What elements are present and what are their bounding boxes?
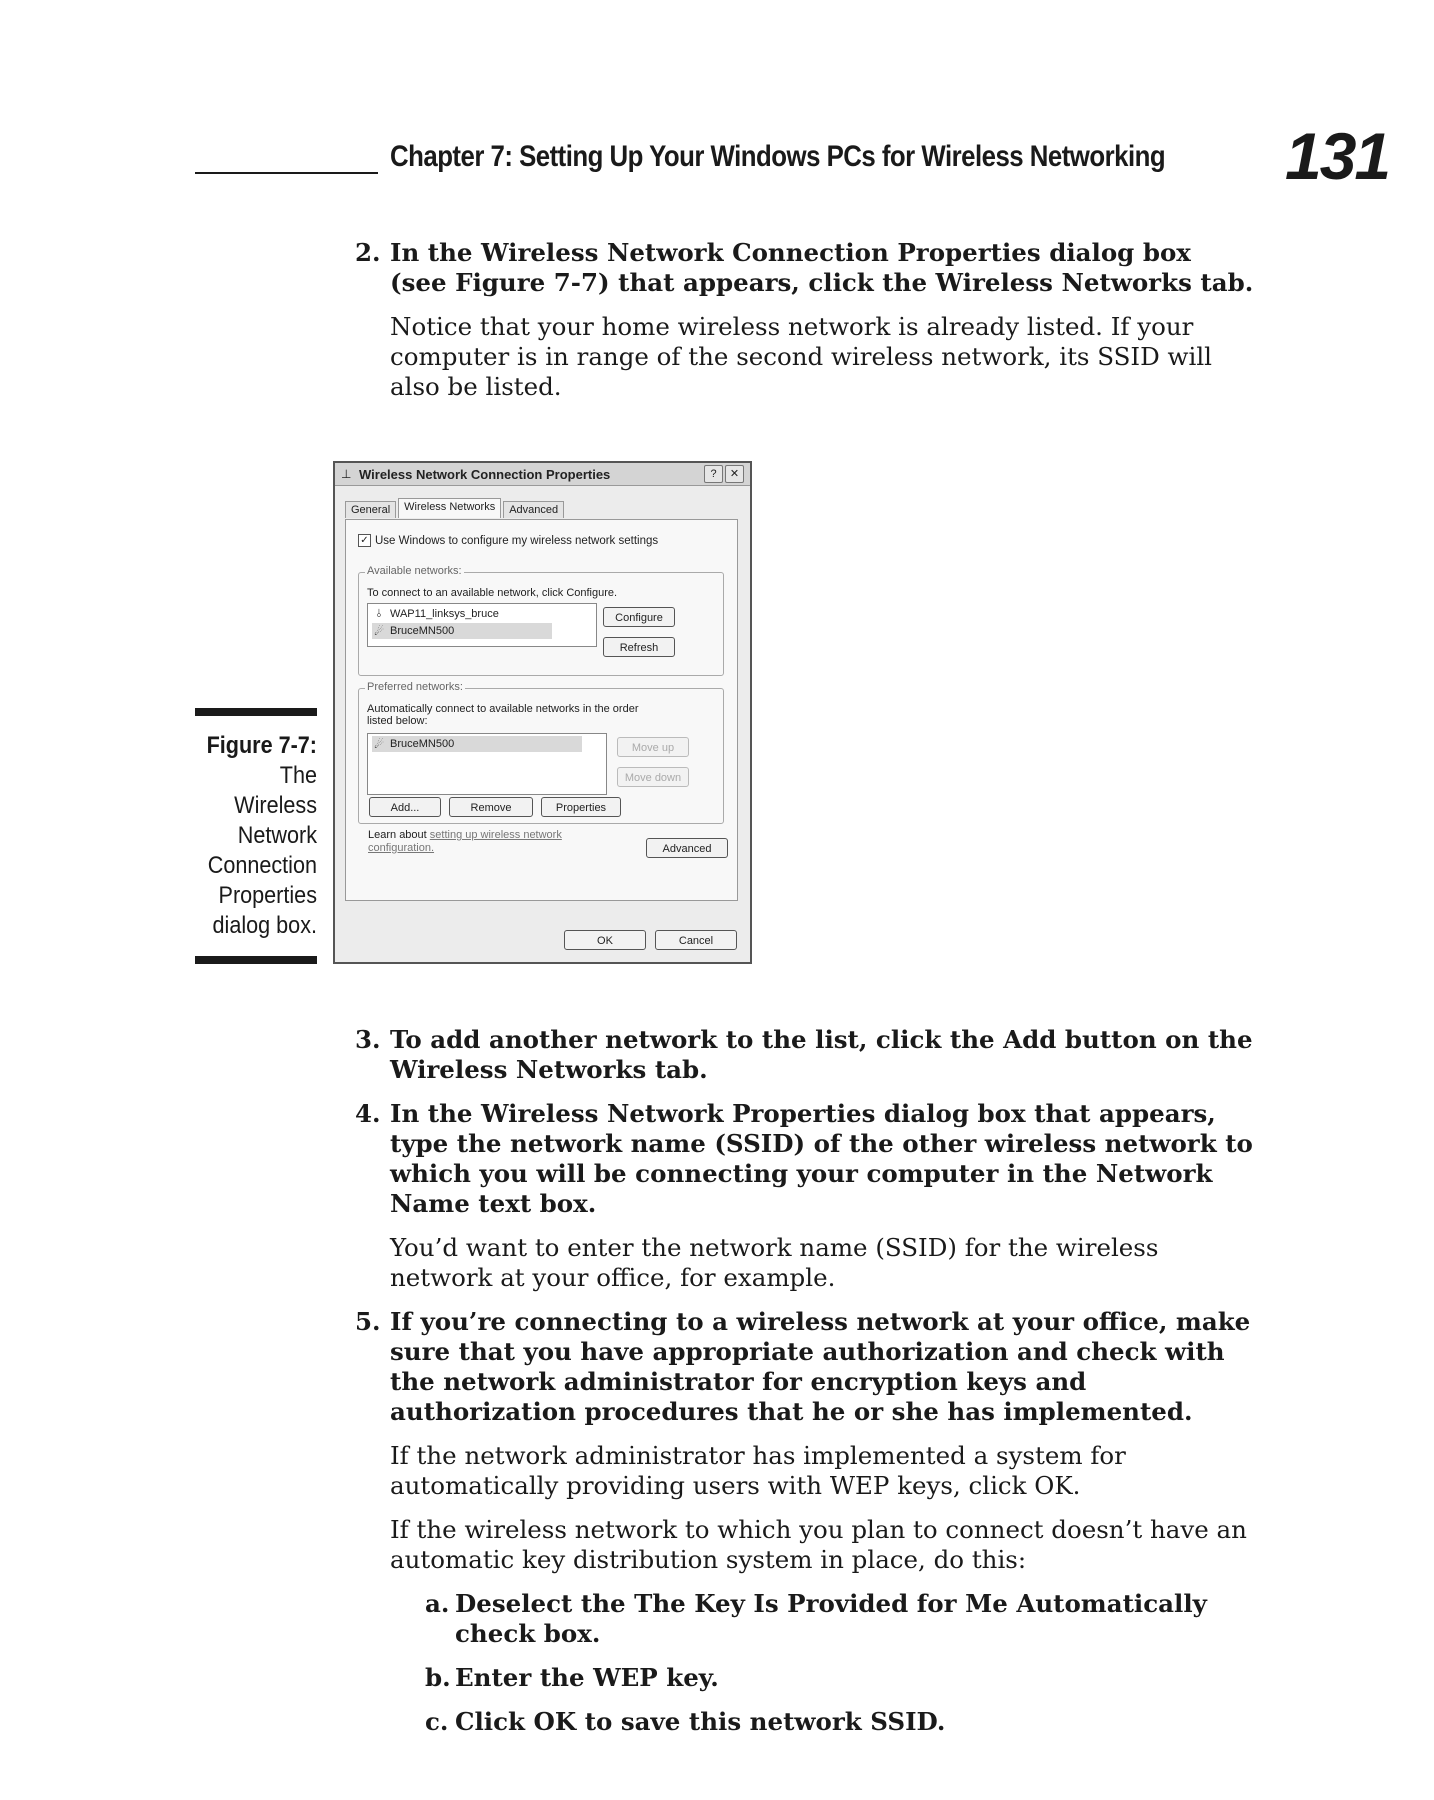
move-down-button[interactable]: Move down [617, 767, 689, 787]
step-note: If the network administrator has implemented a system for automatically providing users with WEP keys, click OK. [390, 1441, 1126, 1500]
caption-bottom-bar [195, 956, 317, 964]
steps-3-5-block [355, 1025, 1255, 1737]
substep-text: Enter the WEP key. [455, 1663, 719, 1692]
page-number: 131 [1285, 119, 1390, 193]
use-windows-label: Use Windows to configure my wireless network settings [375, 534, 659, 547]
available-networks-list[interactable] [367, 603, 597, 647]
step-2-block [355, 238, 1255, 402]
substep-letter: c. [425, 1707, 449, 1736]
move-up-button[interactable]: Move up [617, 737, 689, 757]
step-4 [355, 1099, 1255, 1219]
tab-general[interactable]: General [345, 501, 396, 518]
dialog-tabs [345, 498, 566, 518]
step-instruction: If you’re connecting to a wireless network at your office, make sure that you have appropriate authorization and check with the network administrator for encryption keys and authorization procedures that he or she has implemented. [390, 1307, 1251, 1426]
step-number: 5. [355, 1307, 381, 1336]
tab-advanced[interactable]: Advanced [503, 501, 564, 518]
dialog-titlebar [335, 463, 750, 486]
properties-button[interactable]: Properties [541, 797, 621, 817]
preferred-networks-group [358, 681, 724, 824]
step-number: 4. [355, 1099, 381, 1128]
preferred-networks-list[interactable] [367, 733, 607, 795]
step-number: 2. [355, 238, 381, 267]
available-networks-text: To connect to an available network, click Configure. [367, 587, 618, 599]
step-note: If the wireless network to which you plan to connect doesn’t have an automatic key distribution system in place, do this: [390, 1515, 1247, 1574]
ok-button[interactable]: OK [564, 930, 646, 950]
step-2 [355, 238, 1255, 298]
tab-wireless-networks[interactable]: Wireless Networks [398, 498, 501, 518]
use-windows-checkbox[interactable]: ✓ [358, 534, 371, 547]
step-instruction: In the Wireless Network Properties dialog box that appears, type the network name (SSID) of the other wireless network to which you will be connecting your computer in the Network Name text box. [390, 1099, 1253, 1218]
dialog-title: Wireless Network Connection Properties [359, 466, 611, 482]
preferred-networks-title: Preferred networks: [367, 681, 463, 693]
help-button[interactable]: ? [704, 465, 723, 483]
figure-caption-text: The Wireless Network Connection Properties dialog box. [207, 762, 317, 939]
tab-panel [345, 519, 738, 901]
list-item[interactable] [372, 606, 592, 622]
use-windows-row [358, 534, 658, 547]
step-number: 3. [355, 1025, 381, 1054]
cancel-button[interactable]: Cancel [655, 930, 737, 950]
step-3 [355, 1025, 1255, 1085]
figure-caption [194, 731, 317, 941]
signal-icon: ☄ [374, 738, 384, 751]
step-note: Notice that your home wireless network is already listed. If your computer is in range of the second wireless network, its SSID will also be listed. [390, 312, 1213, 401]
close-button[interactable]: ✕ [725, 465, 744, 483]
chapter-title: Chapter 7: Setting Up Your Windows PCs for Wireless Networking [390, 140, 1166, 173]
signal-icon: ☄ [374, 625, 384, 638]
network-name: BruceMN500 [390, 738, 455, 750]
substep-letter: b. [425, 1663, 451, 1692]
step-instruction: To add another network to the list, click the Add button on the Wireless Networks tab. [390, 1025, 1253, 1084]
remove-button[interactable]: Remove [449, 797, 533, 817]
refresh-button[interactable]: Refresh [603, 637, 675, 657]
configure-button[interactable]: Configure [603, 607, 675, 627]
advanced-button[interactable]: Advanced [646, 838, 728, 858]
step-5 [355, 1307, 1255, 1427]
learn-link[interactable]: setting up wireless network configuration. [368, 829, 562, 854]
learn-about-text [368, 829, 588, 855]
caption-top-bar [195, 708, 317, 716]
wireless-properties-dialog [333, 461, 752, 964]
network-name: BruceMN500 [390, 625, 455, 637]
header-rule [195, 172, 378, 174]
list-item[interactable] [372, 623, 552, 639]
figure-label: Figure 7-7: [206, 732, 317, 759]
network-name: WAP11_linksys_bruce [390, 608, 499, 620]
learn-prefix: Learn about [368, 829, 430, 841]
available-networks-group [358, 565, 724, 676]
list-item[interactable] [372, 736, 582, 752]
substep-text: Click OK to save this network SSID. [455, 1707, 946, 1736]
substep-a [355, 1589, 1255, 1649]
add-button[interactable]: Add... [369, 797, 441, 817]
substep-b [355, 1663, 1255, 1693]
antenna-icon: ⫰ [376, 607, 382, 620]
step-note: You’d want to enter the network name (SSID) for the wireless network at your office, for example. [390, 1233, 1159, 1292]
available-networks-title: Available networks: [367, 565, 462, 577]
substep-text: Deselect the The Key Is Provided for Me Automatically check box. [455, 1589, 1207, 1648]
preferred-networks-text: Automatically connect to available networks in the order listed below: [367, 703, 639, 727]
network-icon: ⊥ [341, 467, 352, 481]
substep-letter: a. [425, 1589, 450, 1618]
step-instruction: In the Wireless Network Connection Properties dialog box (see Figure 7-7) that appears, click the Wireless Networks tab. [390, 238, 1254, 297]
substep-c [355, 1707, 1255, 1737]
